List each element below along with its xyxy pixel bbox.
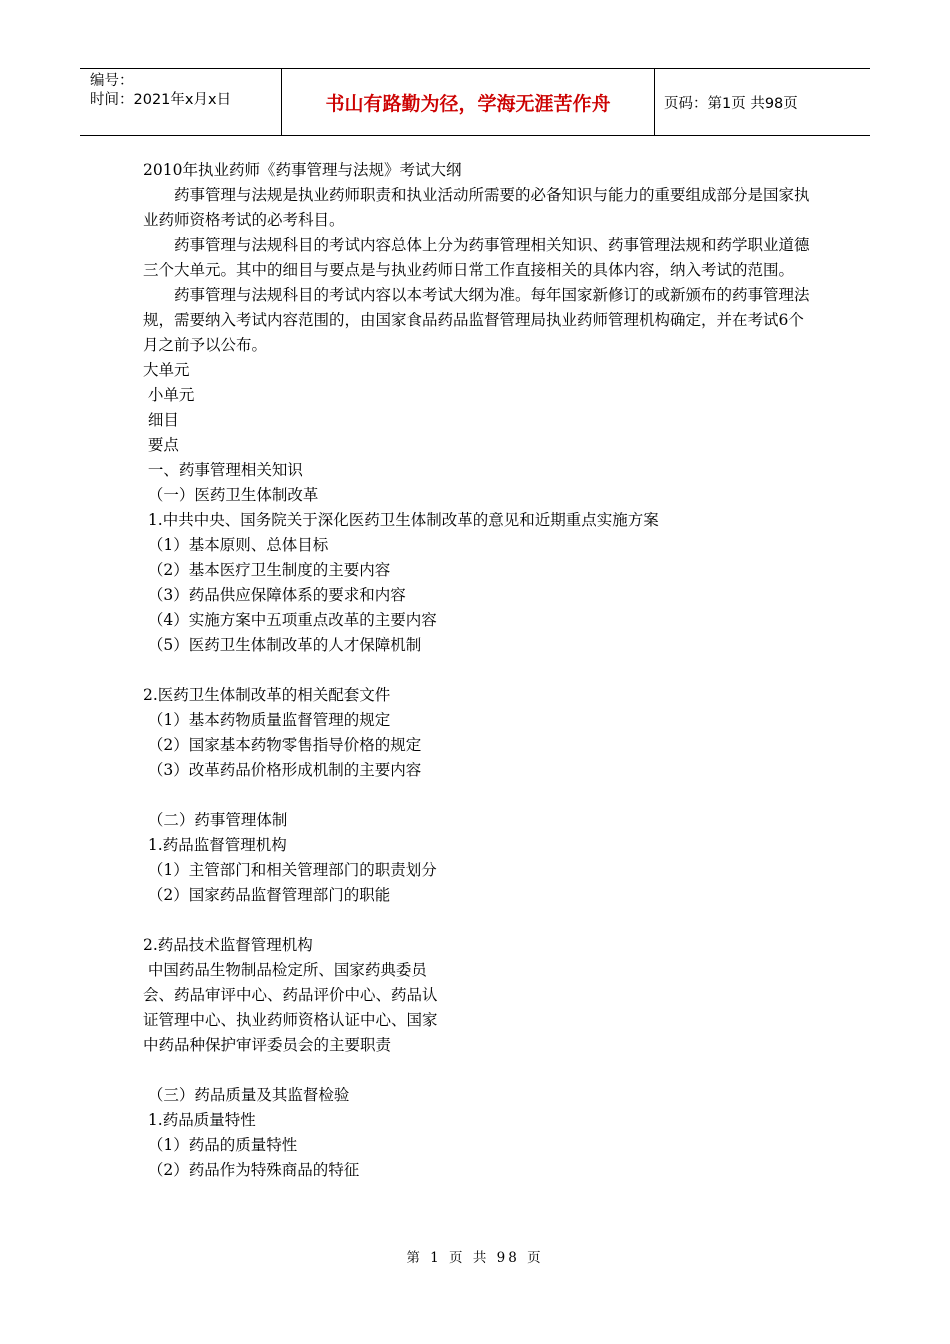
outline-line: （1）药品的质量特性 — [143, 1136, 298, 1154]
document-header — [80, 68, 870, 136]
outline-line: 1.药品质量特性 — [143, 1111, 256, 1129]
outline-line: 一、药事管理相关知识 — [143, 461, 303, 479]
outline-line: （一）医药卫生体制改革 — [143, 486, 319, 504]
outline-line: 小单元 — [143, 386, 195, 404]
outline-line: 细目 — [143, 411, 179, 429]
blank-line — [143, 1058, 815, 1083]
outline-line: （2）国家药品监督管理部门的职能 — [143, 886, 391, 904]
outline-line: 2.医药卫生体制改革的相关配套文件 — [143, 686, 391, 704]
outline-line: （2）基本医疗卫生制度的主要内容 — [143, 561, 391, 579]
outline-line: （1）基本原则、总体目标 — [143, 536, 329, 554]
outline-line: （2）国家基本药物零售指导价格的规定 — [143, 736, 422, 754]
outline-line: （3）改革药品价格形成机制的主要内容 — [143, 761, 422, 779]
intro-paragraph-1: 药事管理与法规是执业药师职责和执业活动所需要的必备知识与能力的重要组成部分是国家执业药师资格考试的必考科目。 — [143, 186, 810, 229]
outline-line: （2）药品作为特殊商品的特征 — [143, 1161, 360, 1179]
outline-line: （1）主管部门和相关管理部门的职责划分 — [143, 861, 437, 879]
outline-line: 要点 — [143, 436, 179, 454]
blank-line — [143, 908, 815, 933]
outline-line: （1）基本药物质量监督管理的规定 — [143, 711, 391, 729]
header-motto: 书山有路勤为径，学海无涯苦作舟 — [282, 69, 655, 135]
outline-line: 会、药品审评中心、药品评价中心、药品认 — [143, 986, 438, 1004]
document-title: 2010年执业药师《药事管理与法规》考试大纲 — [143, 161, 462, 179]
outline-line: （二）药事管理体制 — [143, 811, 288, 829]
outline-line: （4）实施方案中五项重点改革的主要内容 — [143, 611, 437, 629]
header-page-info: 页码：第1页 共98页 — [664, 95, 798, 112]
outline-line: 证管理中心、执业药师资格认证中心、国家 — [143, 1011, 438, 1029]
outline-line: 1.药品监督管理机构 — [143, 836, 287, 854]
date-label: 时间：2021年x月x日 — [90, 92, 232, 108]
intro-paragraph-2: 药事管理与法规科目的考试内容总体上分为药事管理相关知识、药事管理法规和药学职业道德三个大单元。其中的细目与要点是与执业药师日常工作直接相关的具体内容，纳入考试的范围。 — [143, 236, 810, 279]
header-meta — [80, 69, 282, 135]
outline-line: （三）药品质量及其监督检验 — [143, 1086, 350, 1104]
syllabus-outline — [143, 358, 815, 1183]
page-footer: 第 1 页 共 98 页 — [406, 1250, 544, 1266]
blank-line — [143, 783, 815, 808]
outline-line: （3）药品供应保障体系的要求和内容 — [143, 586, 406, 604]
outline-line: 中国药品生物制品检定所、国家药典委员 — [143, 961, 427, 979]
outline-line: 2.药品技术监督管理机构 — [143, 936, 313, 954]
blank-line — [143, 658, 815, 683]
outline-line: 中药品种保护审评委员会的主要职责 — [143, 1036, 392, 1054]
document-body — [143, 158, 815, 1183]
intro-paragraph-3: 药事管理与法规科目的考试内容以本考试大纲为准。每年国家新修订的或新颁布的药事管理法规，需要纳入考试内容范围的，由国家食品药品监督管理局执业药师管理机构确定，并在考试6个月之前予以公布。 — [143, 286, 810, 354]
outline-line: （5）医药卫生体制改革的人才保障机制 — [143, 636, 422, 654]
number-label: 编号： — [90, 73, 134, 89]
outline-line: 大单元 — [143, 361, 190, 379]
outline-line: 1.中共中央、国务院关于深化医药卫生体制改革的意见和近期重点实施方案 — [143, 511, 659, 529]
